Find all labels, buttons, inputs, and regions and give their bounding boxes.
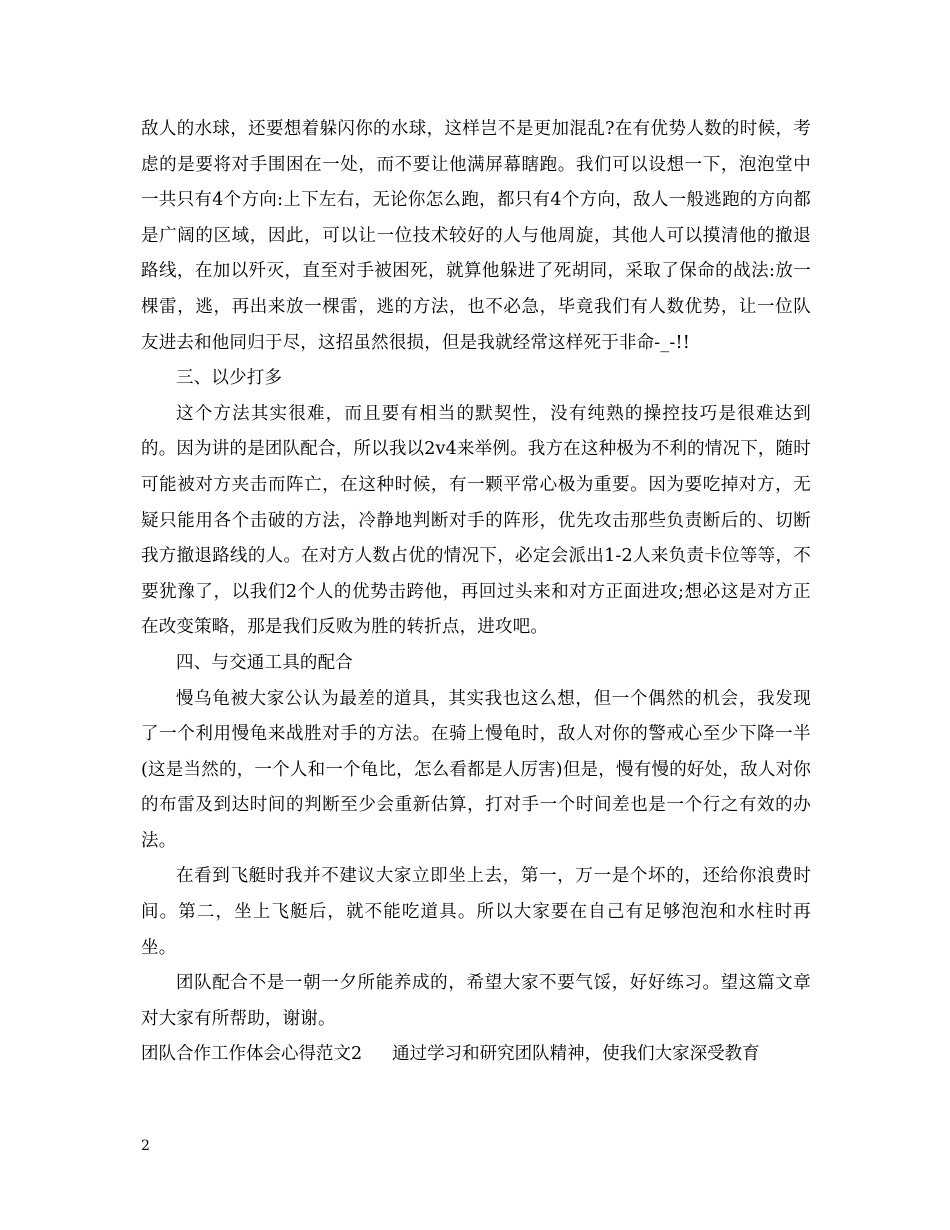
section-heading-four: 四、与交通工具的配合 [176,652,353,673]
page-number: 2 [141,1138,150,1154]
next-article-line [141,1037,811,1073]
next-article-opening: 通过学习和研究团队精神，使我们大家深受教育 [392,1044,760,1065]
paragraph-intro-continued: 敌人的水球，还要想着躲闪你的水球，这样岂不是更加混乱?在有优势人数的时候，考虑的是要将对手围困在一处，而不要让他满屏幕瞎跑。我们可以设想一下，泡泡堂中一共只有4个方向:上下左右，无论你怎么跑，都只有4个方向，敌人一般逃跑的方向都是广阔的区域，因此，可以让一位技术较好的人与他周旋，其他人可以摸清他的撤退路线，在加以歼灭，直至对手被困死，就算他躲进了死胡同，采取了保命的战法:放一棵雷，逃，再出来放一棵雷，逃的方法，也不必急，毕竟我们有人数优势，让一位队友进去和他同归于尽，这招虽然很损，但是我就经常这样死于非命-_-!! [141,119,811,353]
next-article-title: 团队合作工作体会心得范文2 [141,1044,363,1065]
paragraph-section-four-2: 在看到飞艇时我并不建议大家立即坐上去，第一，万一是个坏的，还给你浪费时间。第二，坐上飞艇后，就不能吃道具。所以大家要在自己有足够泡泡和水柱时再坐。 [141,866,811,958]
section-heading-three: 三、以少打多 [176,368,283,389]
paragraph-section-three: 这个方法其实很难，而且要有相当的默契性，没有纯熟的操控技巧是很难达到的。因为讲的是团队配合，所以我以2v4来举例。我方在这种极为不利的情况下，随时可能被对方夹击而阵亡，在这种时候，有一颗平常心极为重要。因为要吃掉对方，无疑只能用各个击破的方法，冷静地判断对手的阵形，优先攻击那些负责断后的、切断我方撤退路线的人。在对方人数占优的情况下，必定会派出1-2人来负责卡位等等，不要犹豫了，以我们2个人的优势击跨他，再回过头来和对方正面进攻;想必这是对方正在改变策略，那是我们反败为胜的转折点，进攻吧。 [141,403,811,638]
paragraph-closing: 团队配合不是一朝一夕所能养成的，希望大家不要气馁，好好练习。望这篇文章对大家有所帮助，谢谢。 [141,973,811,1029]
paragraph-section-four-1: 慢乌龟被大家公认为最差的道具，其实我也这么想，但一个偶然的机会，我发现了一个利用慢龟来战胜对手的方法。在骑上慢龟时，敌人对你的警戒心至少下降一半(这是当然的，一个人和一个龟比，怎么看都是人厉害)但是，慢有慢的好处，敌人对你的布雷及到达时间的判断至少会重新估算，打对手一个时间差也是一个行之有效的办法。 [141,688,811,851]
document-body [141,112,811,1073]
